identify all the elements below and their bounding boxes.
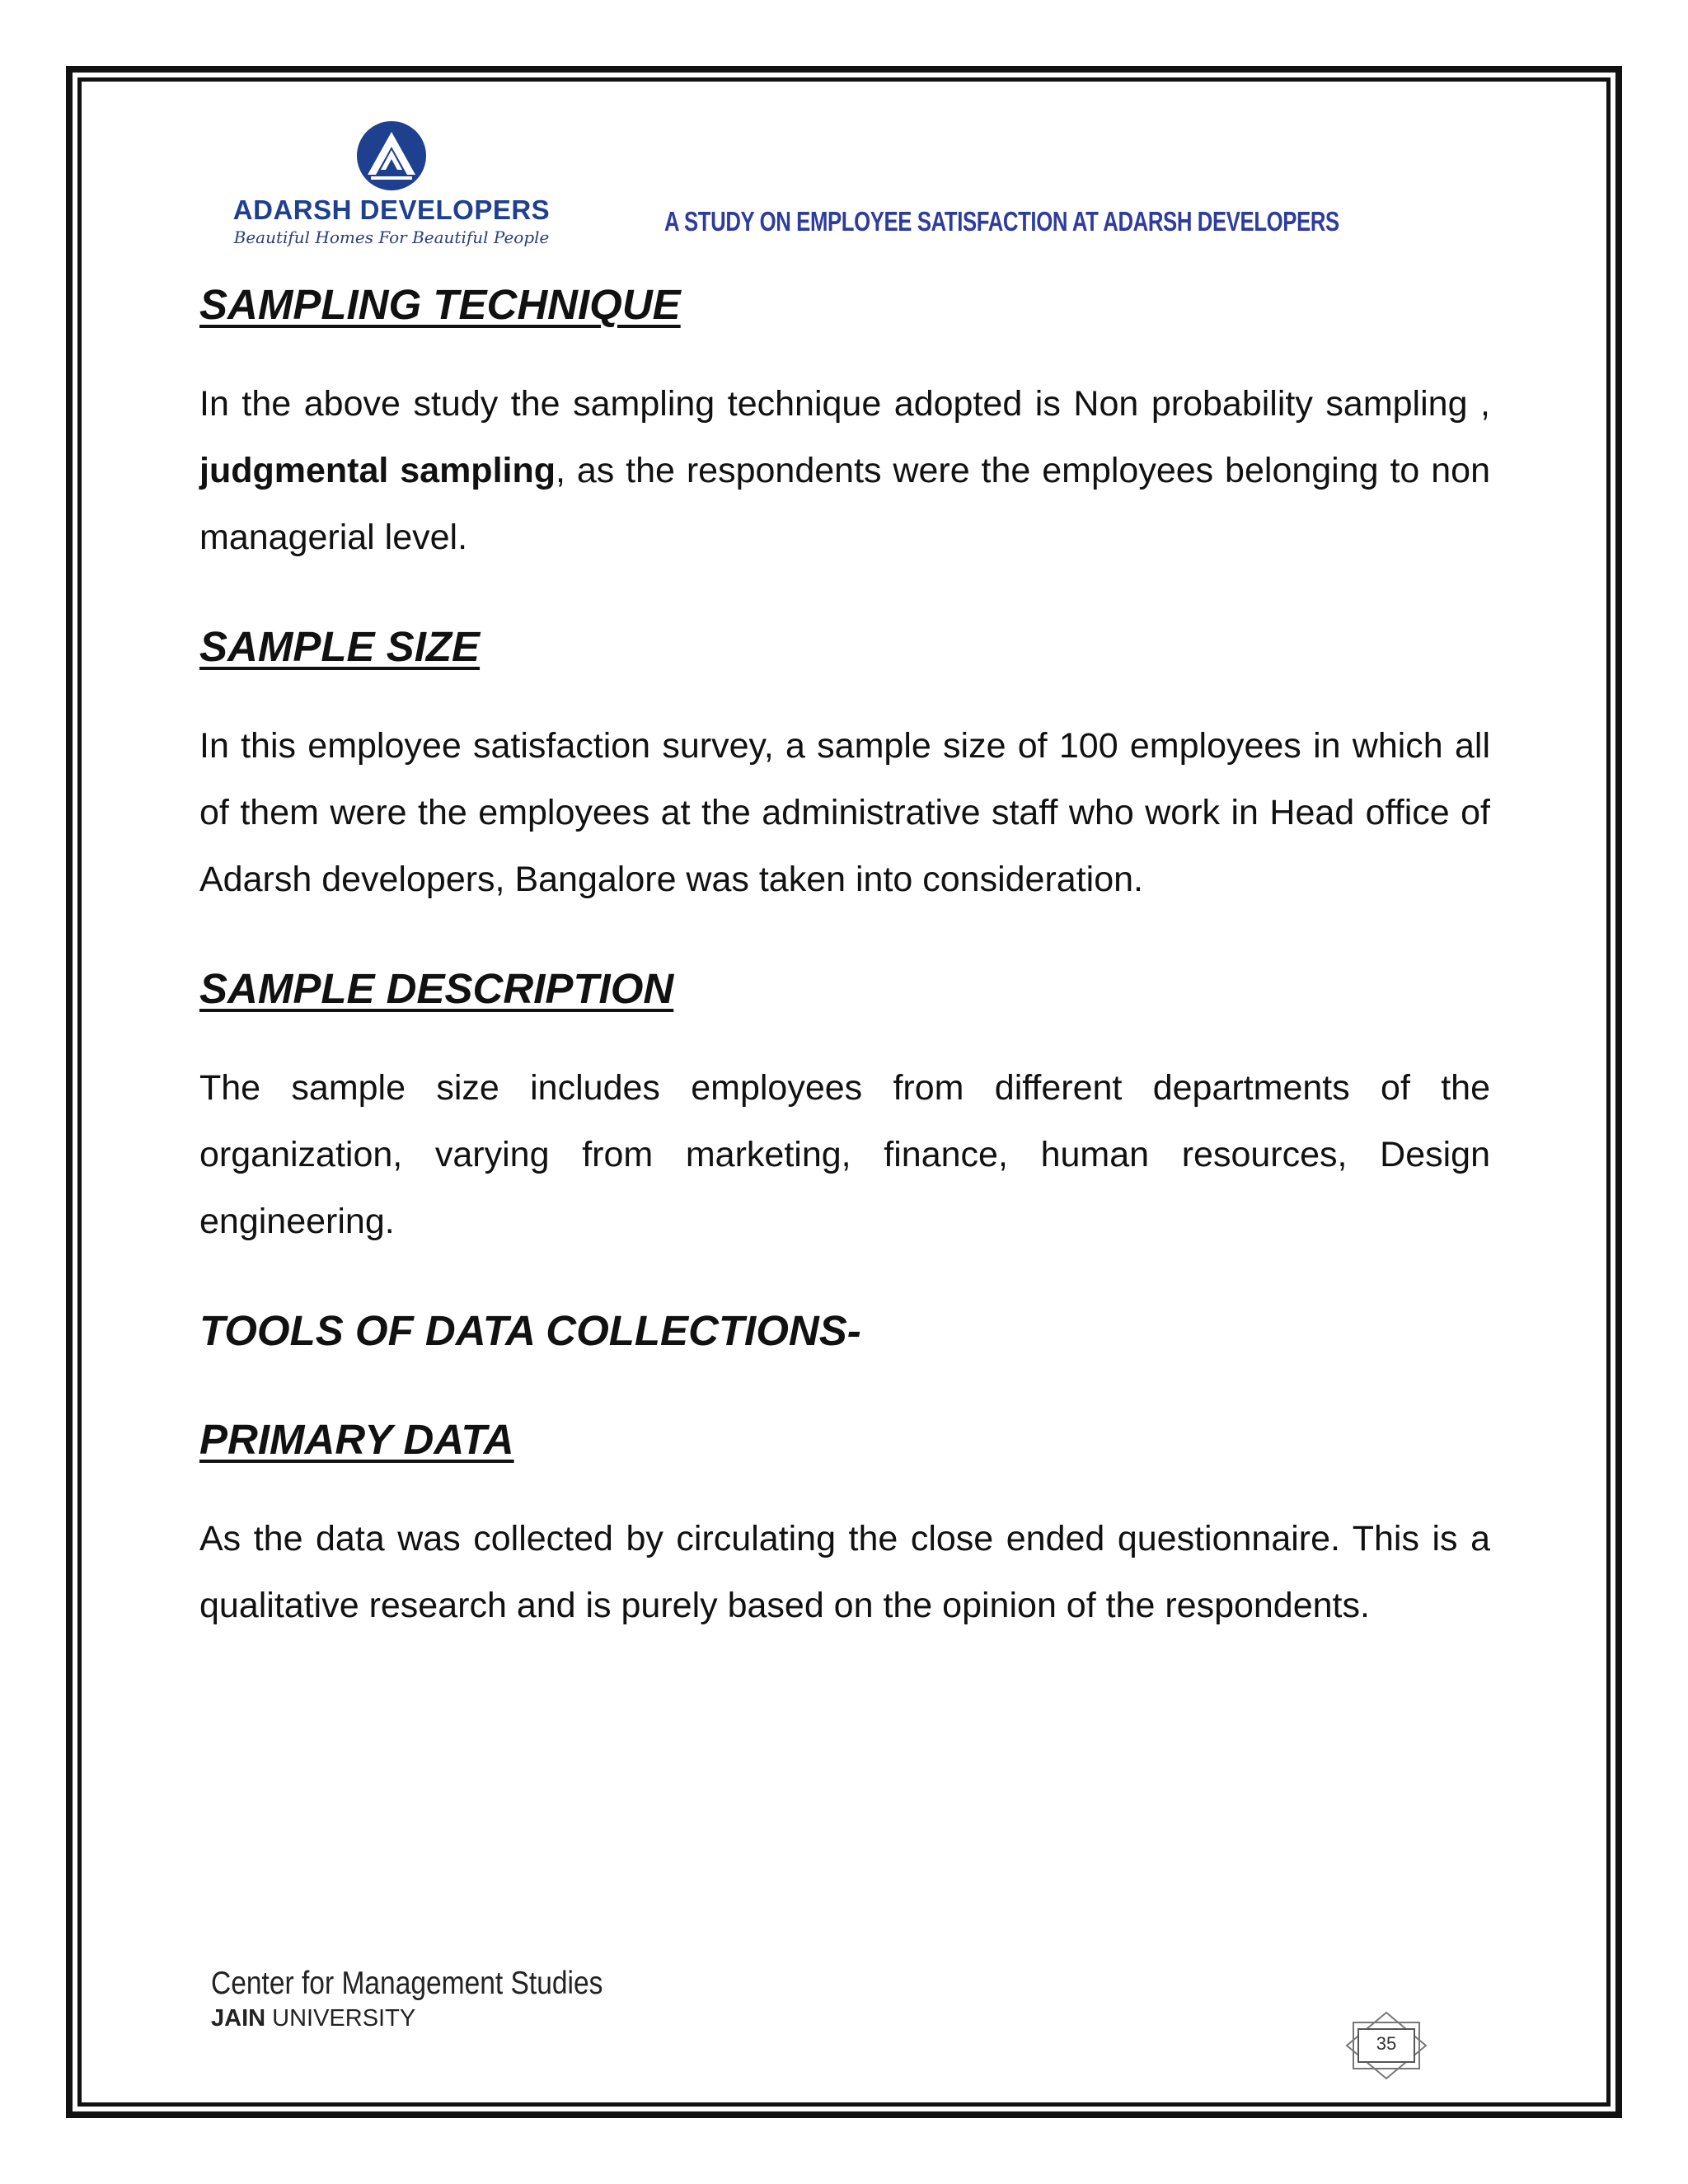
- heading-tools-of-data-collection: TOOLS OF DATA COLLECTIONS-: [199, 1307, 861, 1354]
- adarsh-logo-icon: [356, 120, 427, 191]
- heading-sample-description: SAMPLE DESCRIPTION: [199, 965, 674, 1012]
- heading-sampling-technique: SAMPLING TECHNIQUE: [199, 281, 681, 328]
- document-header-title: A STUDY ON EMPLOYEE SATISFACTION AT ADARSH DEVELOPERS: [664, 206, 1339, 237]
- text-segment: In the above study the sampling technique adopted is Non probability sampling ,: [199, 384, 1490, 424]
- company-logo: [223, 120, 560, 265]
- footer-university: [211, 2005, 667, 2032]
- paragraph-sampling-technique: [199, 371, 1490, 571]
- text-segment: , as the respondents were the employees belonging to non managerial level.: [199, 451, 1490, 557]
- footer-institution: [211, 1966, 667, 2032]
- footer-center-name: Center for Management Studies: [211, 1966, 603, 2001]
- logo-tagline: Beautiful Homes For Beautiful People: [233, 227, 550, 247]
- bold-term: judgmental sampling: [199, 451, 556, 490]
- page-number: 35: [1376, 2033, 1397, 2054]
- page-body: [199, 272, 1490, 1639]
- footer-university-bold: JAIN: [211, 2005, 266, 2032]
- paragraph-primary-data: As the data was collected by circulating the close ended questionnaire. This is a qualitative research and is purely based on the opinion of the respondents.: [199, 1519, 1490, 1625]
- paragraph-sample-size: In this employee satisfaction survey, a sample size of 100 employees in which all of them were the employees at the administrative staff who work in Head office of Adarsh developers, Bangalore was taken into consideration.: [199, 726, 1490, 899]
- heading-primary-data: PRIMARY DATA: [199, 1416, 514, 1463]
- footer-university-rest: UNIVERSITY: [265, 2005, 416, 2032]
- paragraph-sample-description: The sample size includes employees from different departments of the organization, varying from marketing, finance, human resources, Design engineering.: [199, 1068, 1490, 1241]
- page-number-badge: [1343, 2011, 1429, 2080]
- heading-sample-size: SAMPLE SIZE: [199, 623, 481, 670]
- logo-company-name: ADARSH DEVELOPERS: [232, 194, 551, 225]
